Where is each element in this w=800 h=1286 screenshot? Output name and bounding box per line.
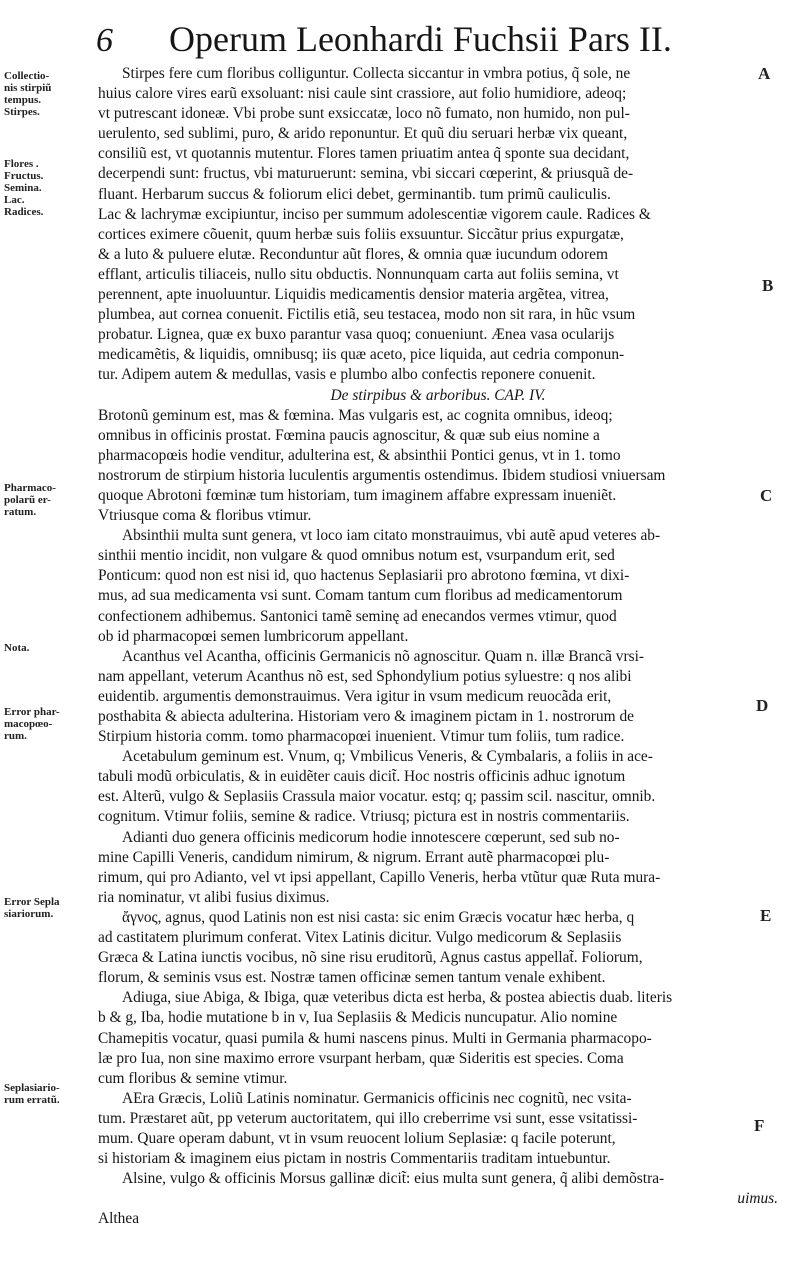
marginal-note-nota: [4, 642, 96, 654]
marginal-note-line: tempus.: [4, 94, 41, 106]
text-line: Stirpes fere cum floribus colliguntur. Collecta siccantur in vmbra potius, q̃ sole, ne: [122, 65, 631, 82]
text-line: cortices eximere cõuenit, quum herbæ suis foliis exsuuntur. Siccãtur prius expurgatæ,: [98, 225, 624, 243]
marginal-note-line: ratum.: [4, 506, 37, 518]
text-line: Lac & lachrymæ excipiuntur, inciso per summum adolescentiæ vigorem caule. Radices &: [98, 205, 651, 223]
chapter-heading: De stirpibus & arboribus. CAP. IV.: [330, 386, 546, 404]
text-line: cum floribus & semine vtimur.: [98, 1069, 288, 1087]
page-number: 6: [96, 22, 113, 59]
section-letter-a: A: [758, 64, 771, 83]
marginal-note-pharmacopolarum: [4, 482, 96, 518]
text-line: ad castitatem plurimum conferat. Vitex Latinis dicitur. Vulgo medicorum & Seplasiis: [98, 929, 622, 947]
text-line: uerulento, sed sublimi, puro, & arido reponuntur. Et quũ diu seruari herbæ vix queant,: [98, 125, 628, 143]
text-line: ob id pharmacopœi semen lumbricorum appellant.: [98, 627, 409, 645]
text-line: si historiam & imaginem eius pictam in nostris Commentariis traditam intuebuntur.: [98, 1150, 611, 1168]
text-line: consiliũ est, vt quotannis mutentur. Flores tamen priuatim antea q̃ sponte sua decidant,: [98, 145, 630, 163]
marginal-note-line: Pharmaco-: [4, 482, 56, 494]
text-line: Acanthus vel Acantha, officinis Germanicis nõ agnoscitur. Quam n. illæ Brancã vrsi-: [122, 647, 645, 665]
marginal-note-line: Lac.: [4, 194, 25, 206]
text-line: Alsine, vulgo & officinis Morsus gallinæ dicit̃: eius multa sunt genera, q̃ alibi demõstra-: [122, 1170, 665, 1188]
text-line: fluant. Herbarum succus & foliorum elici debet, germinantib. tum primũ cauliculis.: [98, 185, 611, 203]
text-line: cognitum. Vtimur foliis, semine & radice. Vtriusq; pictura est in nostris commentariis.: [98, 808, 630, 826]
text-line: posthabita & abiecta adulterina. Historiam vero & imaginem pictam in 1. nostrorum de: [98, 708, 634, 725]
text-line: decerpendi sunt: fructus, vbi maturuerunt: semina, vbi siccari cœperint, & priusquã de-: [98, 165, 634, 183]
text-line: pharmacopœis hodie venditur, adulterina est, & absinthii Pontici genus, vt in 1. tomo: [98, 446, 621, 464]
text-line: mus, ad sua medicamenta vsi sunt. Comam tantum cum floribus ad medicamentorum: [98, 587, 623, 605]
text-line: nostrorum de stirpium historia luculentis argumentis ostendimus. Ibidem studiosi vniuersam: [98, 466, 666, 484]
text-line: florum, & seminis vsus est. Nostræ tamen officinæ semen tantum venale exhibent.: [98, 969, 606, 987]
section-letter-f: F: [754, 1116, 765, 1135]
marginal-note-line: macopœo-: [4, 718, 53, 730]
text-line: omnibus in officinis prostat. Fœmina paucis agnoscitur, & quæ sub eius nomine a: [98, 426, 600, 444]
text-line: Brotonũ geminum est, mas & fœmina. Mas vulgaris est, ac cognita omnibus, ideoq;: [98, 406, 613, 424]
marginal-note-collectio: [4, 70, 96, 118]
text-line: Ponticum: quod non est nisi id, quo hactenus Seplasiarii pro abrotono fœmina, vt dixi-: [98, 567, 630, 585]
marginal-note-line: rum.: [4, 730, 27, 742]
section-letter-b: B: [762, 276, 774, 295]
text-line: est. Alterũ, vulgo & Seplasiis Crassula maior vocatur. estq; q; passim scil. nascitur, omnib.: [98, 788, 656, 806]
text-line: AEra Græcis, Loliũ Latinis nominatur. Germanicis officinis nec cognitũ, nec vsita-: [122, 1089, 632, 1107]
marginal-note-line: Flores .: [4, 158, 39, 170]
marginal-note-line: Error phar-: [4, 706, 60, 718]
text-line: rimum, qui pro Adianto, vel vt ipsi appellant, Capillo Veneris, herba vtũtur quæ Ruta mura-: [98, 868, 661, 886]
section-letter-d: D: [756, 696, 769, 715]
text-line: huius calore vires earũ exsoluant: nisi caule sint crassiore, aut folio humidiore, adeoq;: [98, 85, 627, 103]
text-line: Absinthii multa sunt genera, vt loco iam citato monstrauimus, vbi autẽ apud veteres ab-: [122, 527, 661, 545]
text-line: & a luto & puluere elutæ. Reconduntur aũt flores, & omnia quæ iucundum odorem: [98, 245, 608, 263]
text-line: vt putrescant idoneæ. Vbi probe sunt exsiccatæ, loco nõ fumato, non humido, non pul-: [98, 105, 630, 123]
text-line: Stirpium historia comm. tomo pharmacopœi inuenient. Vtimur tum foliis, tum radice.: [98, 728, 625, 746]
running-title: Operum Leonhardi Fuchsii Pars II.: [169, 19, 672, 59]
marginal-note-line: Nota.: [4, 642, 30, 654]
text-line: tur. Adipem autem & medullas, vasis e plumbo albo confectis reponere conuenit.: [98, 366, 596, 384]
page-header: [96, 14, 696, 64]
marginal-note-error-pharmacopoeorum: [4, 706, 96, 742]
marginal-note-line: Error Sepla: [4, 896, 60, 908]
text-line: sinthii mentio incidit, non vulgare & quod omnibus notum est, vsurpandum erit, sed: [98, 547, 615, 565]
marginal-note-line: polarũ er-: [4, 494, 51, 506]
text-line: quoque Abrotoni fœminæ tum historiam, tum imaginem affabre expressam inueniẽt.: [98, 486, 617, 504]
text-line: Adiuga, siue Abiga, & Ibiga, quæ veteribus dicta est herba, & postea abiectis duab. literis: [122, 989, 673, 1007]
text-line: medicamẽtis, & liquidis, omnibusq; iis quæ aceto, pice liquida, aut cedria componun-: [98, 346, 625, 364]
marginal-note-error-seplasiariorum: [4, 896, 96, 920]
text-line: tabuli modũ orbiculatis, & in euidẽter cauis dicit̃. Hoc nostris officinis adhuc ignotum: [98, 768, 626, 786]
text-line: perennent, apte inuoluuntur. Liquidis medicamentis densior materia argẽtea, vitrea,: [98, 286, 609, 304]
text-line: probatur. Lignea, quæ ex buxo parantur vasa quoq; conueniunt. Ænea vasa ocularijs: [98, 326, 615, 344]
text-line: nam appellant, veterum Acanthus nõ est, sed Sphondylium potius syluestre: q nos alibi: [98, 667, 632, 685]
marginal-note-line: nis stirpiũ: [4, 82, 52, 94]
text-line: læ pro Iua, non sine maximo errore vsurpant herbam, quæ Sideritis est species. Coma: [98, 1049, 624, 1067]
marginal-note-line: Collectio-: [4, 70, 50, 82]
text-line: confectionem adhibemus. Santonici tamẽ seminę ad enecandos vermes vtimur, quod: [98, 607, 617, 625]
text-line: ria nominatur, vt alibi fusius diximus.: [98, 888, 330, 906]
text-line: mum. Quare operam dabunt, vt in vsum reuocent lolium Seplasiæ: q facile poterunt,: [98, 1129, 616, 1147]
marginal-note-line: Semina.: [4, 182, 42, 194]
text-line: efflant, articulis tiliaceis, nullo situ obductis. Nonnunquam carta aut foliis semina, vt: [98, 265, 619, 283]
text-line: Chamepitis vocatur, quasi pumila & humi nascens pinus. Multi in Germania pharmacopo-: [98, 1029, 652, 1047]
marginal-note-line: Stirpes.: [4, 106, 40, 118]
section-letter-c: C: [760, 486, 773, 505]
text-line: Græca & Latina iunctis vocibus, nõ sine risu eruditorũ, Agnus castus appellat̃. Foliorum,: [98, 949, 643, 967]
text-line: b & g, Iba, hodie mutatione b in v, Iua Seplasiis & Medicis nuncupatur. Alio nomine: [98, 1009, 618, 1027]
text-line: ἄγνος, agnus, quod Latinis non est nisi casta: sic enim Græcis vocatur hæc herba, q: [122, 908, 635, 926]
text-line: Adianti duo genera officinis medicorum hodie innotescere cœperunt, sed sub no-: [122, 828, 620, 846]
text-line: plumbea, aut cornea conuenit. Fictilis etiã, seu testacea, modo non sit rara, in hũc vsum: [98, 306, 636, 324]
main-text: [98, 64, 778, 1229]
text-line: Vtriusque coma & floribus vtimur.: [98, 507, 312, 525]
text-line: Acetabulum geminum est. Vnum, q; Vmbilicus Veneris, & Cymbalaris, a foliis in ace-: [122, 748, 653, 766]
marginal-note-line: siariorum.: [4, 908, 54, 920]
marginal-note-line: Radices.: [4, 206, 44, 218]
text-line: Althea: [98, 1210, 140, 1228]
text-line: tum. Præstaret aũt, pp veterum auctoritatem, qui illo creberrime vsi sunt, esse vsitatissi-: [98, 1109, 638, 1127]
marginal-note-line: Fructus.: [4, 170, 44, 182]
section-letter-e: E: [760, 906, 772, 925]
marginal-note-line: rum erratũ.: [4, 1094, 60, 1106]
marginal-note-flores: [4, 158, 96, 218]
marginal-note-line: Seplasiario-: [4, 1082, 60, 1094]
text-line: mine Capilli Veneris, candidum nimirum, & nigrum. Errant autẽ pharmacopœi plu-: [98, 848, 610, 866]
marginal-note-seplasiariorum-erratum: [4, 1082, 96, 1106]
text-line: uimus.: [737, 1190, 778, 1208]
text-line: euidentib. argumentis demonstrauimus. Vera igitur in vsum medicum reuocãda erit,: [98, 687, 612, 705]
